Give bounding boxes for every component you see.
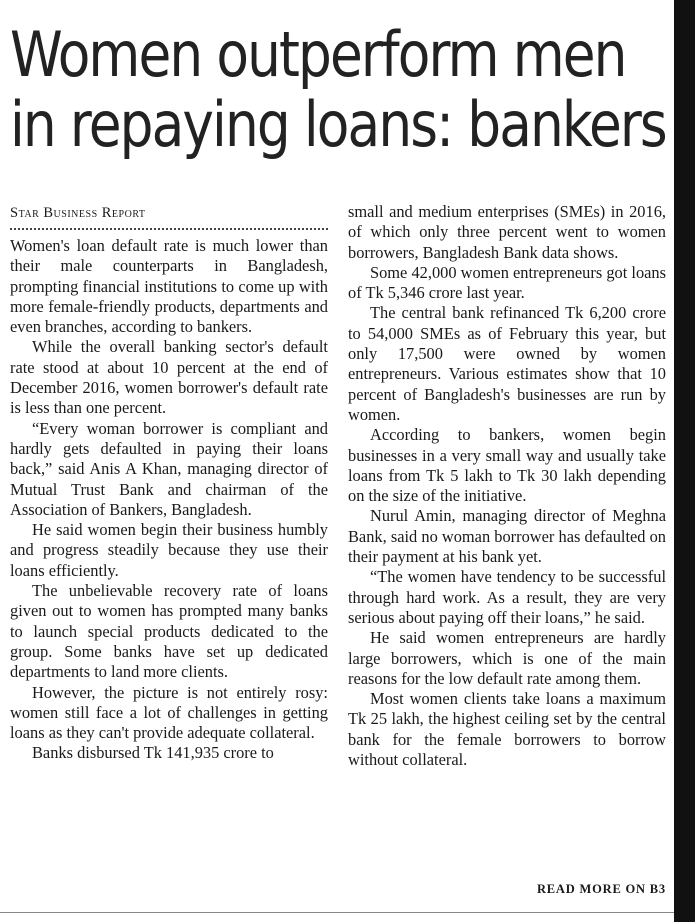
paragraph: The unbelievable recovery rate of loans given out to women has prompted many banks to launch special products dedicated to the group. Some banks have set up dedicated departments to land more clients. [10,581,328,682]
paragraph: Banks disbursed Tk 141,935 crore to [32,743,274,763]
headline-line-2: in repaying loans: bankers [10,88,666,161]
paragraph: Some 42,000 women entrepreneurs got loans of Tk 5,346 crore last year. [348,262,666,303]
article-column-left [10,202,328,764]
paragraph: Women's loan default rate is much lower than their male counterparts in Bangladesh, prompting financial institutions to come up with more female-friendly products, departments and even branches, according to bankers. [10,236,328,337]
paragraph: He said women begin their business humbly and progress steadily because they use their loans efficiently. [10,520,328,580]
paragraph: Most women clients take loans a maximum Tk 25 lakh, the highest ceiling set by the central bank for the female borrowers to borrow without collateral. [348,689,666,770]
paragraph: While the overall banking sector's default rate stood at about 10 percent at the end of December 2016, women borrower's default rate is less than one percent. [10,337,328,418]
page-edge-bar [674,0,695,922]
paragraph: The central bank refinanced Tk 6,200 crore to 54,000 SMEs as of February this year, but only 17,500 were owned by women entrepreneurs. Various estimates show that 10 percent of Bangladesh's businesses are run by women. [348,303,666,424]
paragraph: “Every woman borrower is compliant and hardly gets defaulted in paying their loans back,” said Anis A Khan, managing director of Mutual Trust Bank and chairman of the Association of Bankers, Bangladesh. [10,418,328,519]
paragraph: He said women entrepreneurs are hardly large borrowers, which is one of the main reasons for the low default rate among them. [348,628,666,688]
paragraph: According to bankers, women begin businesses in a very small way and usually take loans from Tk 5 lakh to Tk 30 lakh depending on the size of the initiative. [348,425,666,506]
bottom-rule [0,912,674,913]
read-more-link[interactable]: READ MORE ON B3 [536,882,666,896]
paragraph: “The women have tendency to be successful through hard work. As a result, they are very serious about paying off their loans,” he said. [348,567,666,627]
headline [10,18,666,161]
paragraph: However, the picture is not entirely rosy: women still face a lot of challenges in getting loans as they can't provide adequate collateral. [10,682,328,743]
article-column-right [348,202,666,770]
headline-line-1: Women outperform men [10,18,626,91]
paragraph: small and medium enterprises (SMEs) in 2016, of which only three percent went to women borrowers, Bangladesh Bank data shows. [348,202,666,262]
paragraph: Nurul Amin, managing director of Meghna Bank, said no woman borrower has defaulted on their payment at his bank yet. [348,506,666,567]
byline-divider [10,228,328,230]
byline: Star Business Report [10,205,146,221]
